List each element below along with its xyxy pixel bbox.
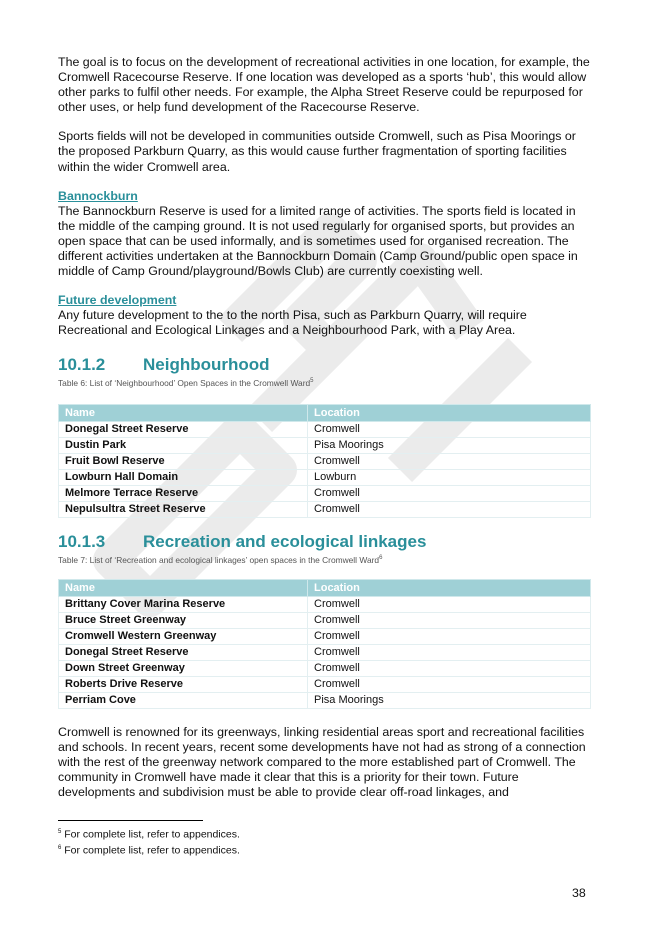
- footnote-divider: [58, 820, 203, 821]
- footnote-ref: 6: [379, 554, 383, 561]
- cell-name: Cromwell Western Greenway: [59, 628, 308, 644]
- table-row: [59, 628, 591, 644]
- footnote-5: $^5$ For complete list, refer to appendices.: [58, 828, 240, 841]
- cell-location: Pisa Moorings: [308, 437, 591, 453]
- table-row: [59, 596, 591, 612]
- section-number: 10.1.3: [58, 531, 106, 551]
- cell-name: Fruit Bowl Reserve: [59, 453, 308, 469]
- page-body: [58, 55, 593, 858]
- cell-location: Cromwell: [308, 501, 591, 517]
- cell-name: Dustin Park: [59, 437, 308, 453]
- section-title: Recreation and ecological linkages: [143, 531, 427, 551]
- table-row: [59, 676, 591, 692]
- page-number: 38: [572, 886, 586, 900]
- cell-name: Roberts Drive Reserve: [59, 676, 308, 692]
- cell-location: Cromwell: [308, 628, 591, 644]
- table-row: [59, 692, 591, 708]
- table-header-row: [59, 404, 591, 421]
- table-row: [59, 660, 591, 676]
- section-number: 10.1.2: [58, 354, 106, 374]
- cell-name: Brittany Cover Marina Reserve: [59, 596, 308, 612]
- table-6-caption: Table 6: List of ‘Neighbourhood’ Open Spaces in the Cromwell Ward$^5$: [58, 377, 314, 388]
- cell-location: Cromwell: [308, 596, 591, 612]
- sports-fields-paragraph: Sports fields will not be developed in communities outside Cromwell, such as Pisa Moorings or the proposed Parkburn Quarry, as this would cause further fragmentation of sporting facilities within the wider Cromwell area.: [58, 129, 576, 174]
- intro-paragraph: The goal is to focus on the development of recreational activities in one location, for example, the Cromwell Racecourse Reserve. If one location was developed as a sports ‘hub’, this would allow other parks to fulfil other needs. For example, the Alpha Street Reserve could be repurposed for other uses, or help fund development of the Racecourse Reserve.: [58, 55, 590, 115]
- cell-location: Cromwell: [308, 453, 591, 469]
- table-row: [59, 644, 591, 660]
- footnote-6: $^6$ For complete list, refer to appendices.: [58, 844, 240, 857]
- column-header-location: Location: [308, 579, 591, 596]
- cell-location: Cromwell: [308, 421, 591, 437]
- cell-name: Down Street Greenway: [59, 660, 308, 676]
- cell-name: Melmore Terrace Reserve: [59, 485, 308, 501]
- cell-location: Cromwell: [308, 485, 591, 501]
- table-row: [59, 485, 591, 501]
- cell-name: Donegal Street Reserve: [59, 421, 308, 437]
- bannockburn-heading: Bannockburn: [58, 188, 138, 203]
- cell-location: Cromwell: [308, 612, 591, 628]
- cell-location: Pisa Moorings: [308, 692, 591, 708]
- cell-name: Perriam Cove: [59, 692, 308, 708]
- future-development-heading: Future development: [58, 293, 177, 308]
- footnote-ref: 5: [310, 377, 314, 384]
- cell-location: Cromwell: [308, 676, 591, 692]
- recreation-linkages-table: [58, 579, 591, 709]
- cell-location: Cromwell: [308, 644, 591, 660]
- future-development-paragraph: Any future development to the to the north Pisa, such as Parkburn Quarry, will require Recreational and Ecological Linkages and a Neighbourhood Park, with a Play Area.: [58, 308, 527, 338]
- cell-name: Nepulsultra Street Reserve: [59, 501, 308, 517]
- table-row: [59, 437, 591, 453]
- column-header-name: Name: [59, 404, 308, 421]
- section-heading-neighbourhood: [58, 355, 593, 375]
- bannockburn-paragraph: The Bannockburn Reserve is used for a limited range of activities. The sports field is located in the middle of the camping ground. It is not used regularly for organised sports, but provides an open space that can be used informally, and is sometimes used for organised recreation. The different activities undertaken at the Bannockburn Domain (Camp Ground/public open space in middle of Camp Ground/playground/Bowls Club) are currently coexisting well.: [58, 203, 578, 279]
- section-title: Neighbourhood: [143, 354, 270, 374]
- greenways-paragraph: Cromwell is renowned for its greenways, linking residential areas sport and recreational facilities and schools. In recent years, recent some developments have not had as strong of a connection with the rest of the greenway network compared to the more established part of Cromwell. The community in Cromwell have made it clear that this is a priority for their town. Future developments and subdivision must be able to provide clear off-road linkages, and: [58, 724, 586, 799]
- cell-name: Donegal Street Reserve: [59, 644, 308, 660]
- table-row: [59, 421, 591, 437]
- table-row: [59, 453, 591, 469]
- cell-location: Cromwell: [308, 660, 591, 676]
- cell-location: Lowburn: [308, 469, 591, 485]
- table-header-row: [59, 579, 591, 596]
- cell-name: Lowburn Hall Domain: [59, 469, 308, 485]
- table-7-caption: Table 7: List of ‘Recreation and ecological linkages’ open spaces in the Cromwell Ward$^6$: [58, 554, 383, 565]
- table-row: [59, 612, 591, 628]
- column-header-name: Name: [59, 579, 308, 596]
- neighbourhood-table: [58, 404, 591, 518]
- section-heading-recreation: [58, 532, 593, 552]
- column-header-location: Location: [308, 404, 591, 421]
- cell-name: Bruce Street Greenway: [59, 612, 308, 628]
- table-row: [59, 501, 591, 517]
- table-row: [59, 469, 591, 485]
